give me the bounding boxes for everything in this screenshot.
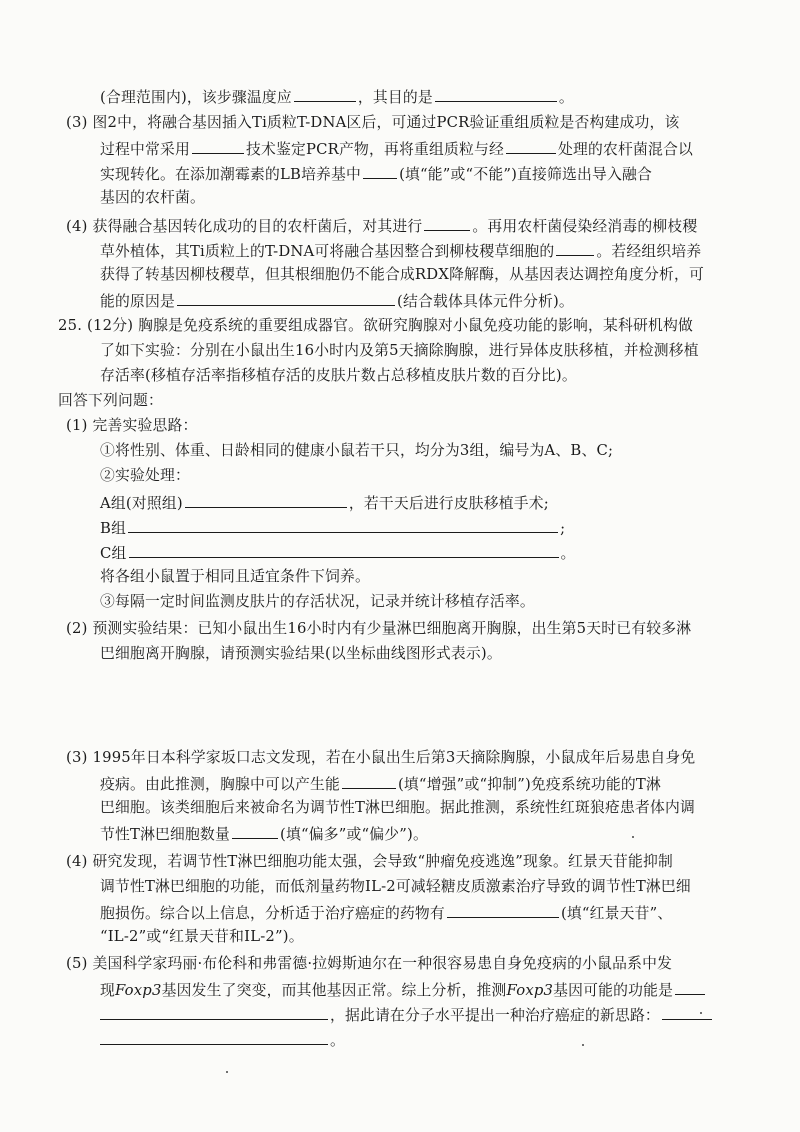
q24-4-line-3: 获得了转基因柳枝稷草，但其根细胞仍不能合成RDX降解酶，从基因表达调控角度分析，可 [100, 266, 705, 283]
answer-blank[interactable] [675, 979, 705, 995]
scan-speck [632, 836, 634, 838]
q25-5-line-3: ，据此请在分子水平提出一种治疗癌症的新思路： [100, 1004, 714, 1026]
q24-3-line-4: 基因的农杆菌。 [100, 189, 205, 206]
answer-blank[interactable] [435, 86, 557, 102]
q24-line-1: (合理范围内)，该步骤温度应 ，其目的是 。 [100, 86, 574, 108]
q25-5-line-2: 现Foxp3基因发生了突变，而其他基因正常。综上分析，推测Foxp3基因可能的功能是 [100, 979, 707, 1001]
answer-blank[interactable] [363, 163, 397, 179]
answer-blank[interactable] [185, 492, 347, 508]
answer-blank[interactable] [662, 1004, 712, 1020]
q25-3-line-3: 巴细胞。该类细胞后来被命名为调节性T淋巴细胞。据此推测，系统性红斑狼疮患者体内调 [100, 799, 695, 816]
q25-line-2: 了如下实验：分别在小鼠出生16小时内及第5天摘除胸腺，进行异体皮肤移植，并检测移植 [100, 342, 699, 359]
answer-blank[interactable] [100, 1004, 328, 1020]
answer-blank[interactable] [232, 823, 278, 839]
answer-blank[interactable] [342, 773, 396, 789]
q24-3-line-3: 实现转化。在添加潮霉素的LB培养基中 (填“能”或“不能”)直接筛选出导入融合 [100, 163, 652, 185]
q25-4-line-2: 调节性T淋巴细胞的功能，而低剂量药物IL-2可减轻糖皮质激素治疗导致的调节性T淋巴细 [100, 878, 691, 895]
q25-3-line-1: (3) 1995年日本科学家坂口志文发现，若在小鼠出生后第3天摘除胸腺，小鼠成年后易患自身免 [66, 749, 696, 766]
q25-1-feed: 将各组小鼠置于相同且适宜条件下饲养。 [100, 568, 370, 585]
q25-1-group-c: C组 。 [100, 542, 576, 564]
gene-name: Foxp3 [506, 982, 554, 999]
q24-4-line-1: (4) 获得融合基因转化成功的目的农杆菌后，对其进行 。再用农杆菌侵染经消毒的柳枝稷 [66, 215, 697, 237]
answer-blank[interactable] [129, 542, 559, 558]
answer-blank[interactable] [424, 215, 470, 231]
q25-3-line-2: 疫病。由此推测，胸腺中可以产生能 (填“增强”或“抑制”)免疫系统功能的T淋 [100, 773, 661, 795]
answer-blank[interactable] [192, 138, 244, 154]
q24-3-line-2: 过程中常采用 技术鉴定PCR产物，再将重组质粒与经 处理的农杆菌混合以 [100, 138, 693, 160]
q24-4-line-2: 草外植体，其Ti质粒上的T-DNA可将融合基因整合到柳枝稷草细胞的 。若经组织培养 [100, 240, 701, 262]
q25-2-line-2: 巴细胞离开胸腺，请预测实验结果(以坐标曲线图形式表示)。 [100, 645, 502, 662]
answer-blank[interactable] [294, 86, 356, 102]
answer-blank[interactable] [128, 517, 558, 533]
answer-blank[interactable] [556, 240, 594, 256]
q25-line-3: 存活率(移植存活率指移植存活的皮肤片数占总移植皮肤片数的百分比)。 [100, 367, 577, 384]
q24-4-line-4: 能的原因是 (结合载体具体元件分析)。 [100, 290, 574, 312]
q25-5-line-1: (5) 美国科学家玛丽·布伦科和弗雷德·拉姆斯迪尔在一种很容易患自身免疫病的小鼠品系中发 [66, 955, 673, 972]
q25-4-line-3: 胞损伤。综合以上信息，分析适于治疗癌症的药物有 (填“红景天苷”、 [100, 902, 672, 924]
answer-blank[interactable] [100, 1029, 328, 1045]
q25-1-title: (1) 完善实验思路： [66, 417, 198, 434]
q25-line-1: 25. (12分) 胸腺是免疫系统的重要组成器官。欲研究胸腺对小鼠免疫功能的影响，某科研机构做 [58, 317, 693, 334]
q25-3-line-4: 节性T淋巴细胞数量 (填“偏多”或“偏少”)。 [100, 823, 428, 845]
gene-name: Foxp3 [115, 982, 162, 999]
q25-4-line-1: (4) 研究发现，若调节性T淋巴细胞功能太强，会导致“肿瘤免疫逃逸”现象。红景天苷能抑制 [66, 853, 673, 870]
answer-prompt: 回答下列问题： [58, 392, 163, 409]
scan-speck [700, 1012, 702, 1014]
scan-speck [582, 1044, 584, 1046]
scan-speck [226, 1071, 228, 1073]
answer-blank[interactable] [177, 290, 395, 306]
q25-1-group-b: B组 ; [100, 517, 565, 539]
q25-1-step3: ③每隔一定时间监测皮肤片的存活状况，记录并统计移植存活率。 [100, 593, 535, 610]
q25-1-group-a: A组(对照组) ，若干天后进行皮肤移植手术; [100, 492, 549, 514]
answer-blank[interactable] [506, 138, 556, 154]
q25-5-line-4: 。 [100, 1029, 345, 1051]
answer-blank[interactable] [447, 902, 559, 918]
q25-4-line-4: “IL-2”或“红景天苷和IL-2”)。 [100, 928, 304, 945]
q25-1-step1: ①将性别、体重、日龄相同的健康小鼠若干只，均分为3组，编号为A、B、C; [100, 442, 614, 459]
q25-2-line-1: (2) 预测实验结果：已知小鼠出生16小时内有少量淋巴细胞离开胸腺，出生第5天时已有较多淋 [66, 620, 692, 637]
q24-3-line-1: (3) 图2中，将融合基因插入Ti质粒T-DNA区后，可通过PCR验证重组质粒是否构建成功，该 [66, 114, 680, 131]
q25-1-step2: ②实验处理： [100, 467, 190, 484]
